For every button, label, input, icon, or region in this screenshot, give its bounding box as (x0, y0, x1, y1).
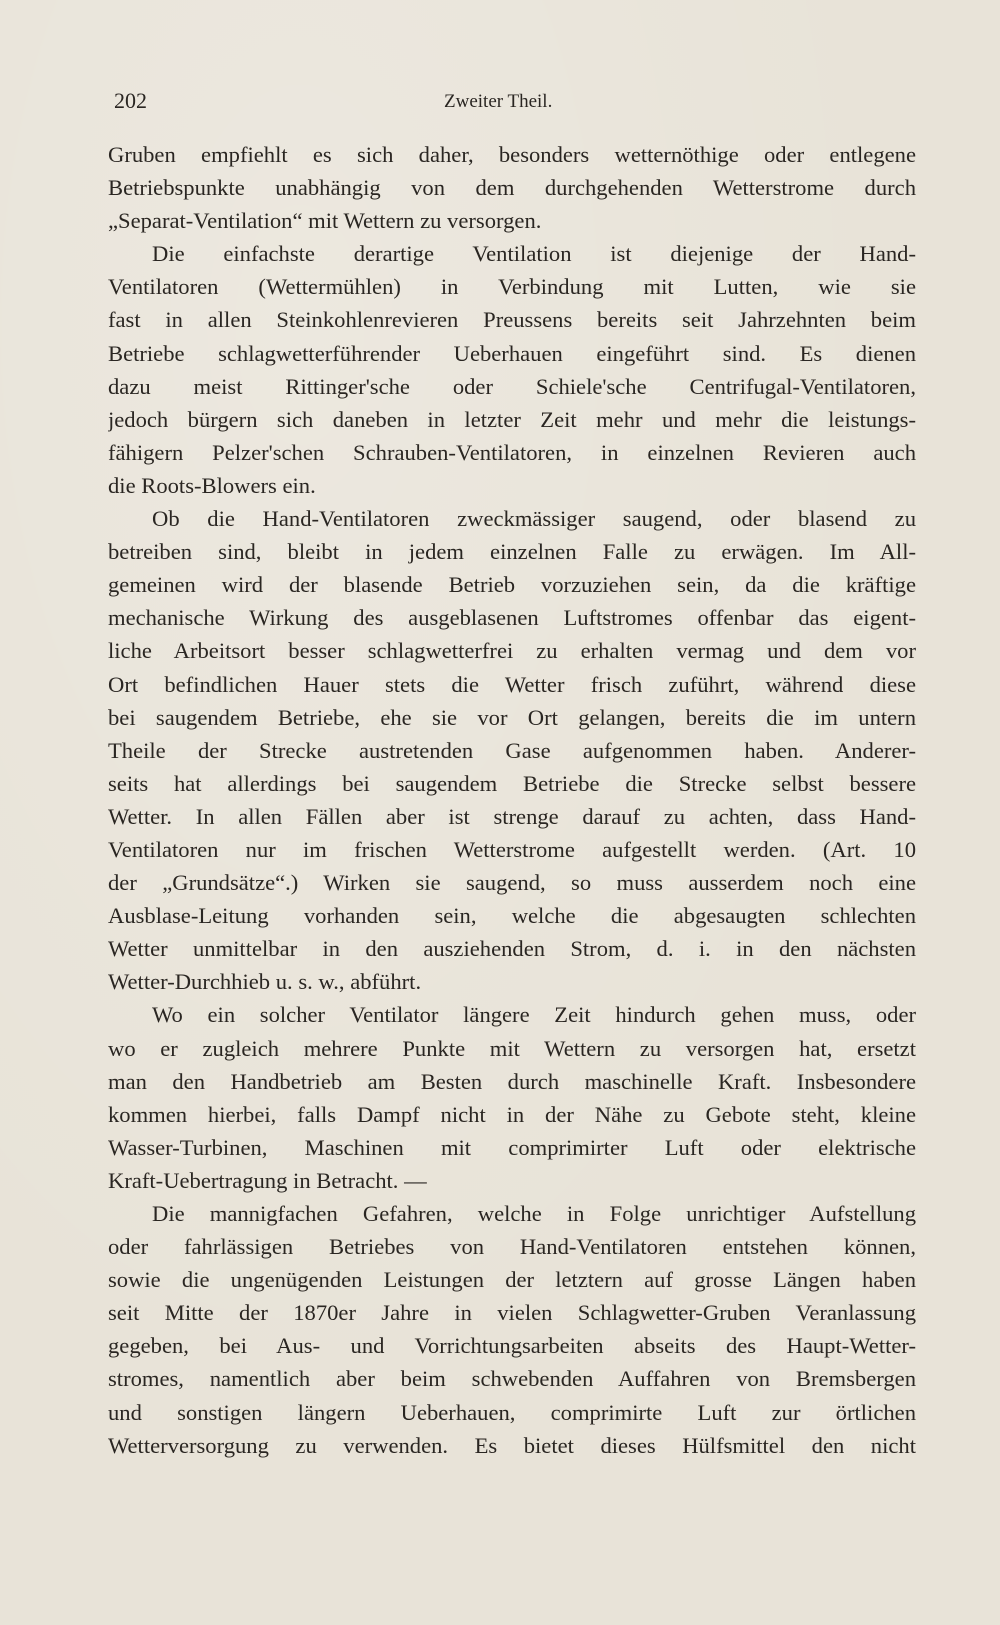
text-line: der „Grundsätze“.) Wirken sie saugend, so muss ausserdem noch eine (108, 870, 916, 896)
text-line: man den Handbetrieb am Besten durch maschinelle Kraft. Insbesondere (108, 1068, 916, 1094)
text-line: Ausblase-Leitung vorhanden sein, welche die abgesaugten schlechten (108, 903, 916, 929)
text-line: seit Mitte der 1870er Jahre in vielen Schlagwetter-Gruben Veranlassung (108, 1300, 916, 1326)
text-line: Ventilatoren (Wettermühlen) in Verbindung mit Lutten, wie sie (108, 274, 916, 300)
text-line: betreiben sind, bleibt in jedem einzelnen Falle zu erwägen. Im All- (108, 539, 916, 565)
body-text (108, 138, 916, 1462)
text-line: fähigern Pelzer'schen Schrauben-Ventilatoren, in einzelnen Revieren auch (108, 439, 916, 465)
text-line: Die einfachste derartige Ventilation ist diejenige der Hand- (152, 241, 916, 267)
text-line: Wetter unmittelbar in den ausziehenden Strom, d. i. in den nächsten (108, 936, 916, 962)
text-line: Theile der Strecke austretenden Gase aufgenommen haben. Anderer- (108, 737, 916, 763)
text-line: Ort befindlichen Hauer stets die Wetter frisch zuführt, während diese (108, 671, 916, 697)
text-line: kommen hierbei, falls Dampf nicht in der Nähe zu Gebote steht, kleine (108, 1101, 916, 1127)
text-line: gegeben, bei Aus- und Vorrichtungsarbeiten abseits des Haupt-Wetter- (108, 1333, 916, 1359)
text-line: dazu meist Rittinger'sche oder Schiele'sche Centrifugal-Ventilatoren, (108, 373, 916, 399)
text-line: fast in allen Steinkohlenrevieren Preussens bereits seit Jahrzehnten beim (108, 307, 916, 333)
text-line: Betriebspunkte unabhängig von dem durchgehenden Wetterstrome durch (108, 175, 916, 201)
text-line: sowie die ungenügenden Leistungen der letztern auf grosse Längen haben (108, 1267, 916, 1293)
running-head: Zweiter Theil. (444, 91, 553, 112)
text-line: Die mannigfachen Gefahren, welche in Folge unrichtiger Aufstellung (152, 1201, 916, 1226)
text-line: stromes, namentlich aber beim schwebenden Auffahren von Bremsbergen (108, 1366, 916, 1392)
text-line: Betriebe schlagwetterführender Ueberhauen eingeführt sind. Es dienen (108, 340, 916, 366)
text-line: Wetter. In allen Fällen aber ist strenge darauf zu achten, dass Hand- (108, 803, 916, 829)
page-header (114, 88, 920, 118)
text-line: „Separat-Ventilation“ mit Wettern zu versorgen. (108, 208, 542, 234)
text-line: und sonstigen längern Ueberhauen, comprimirte Luft zur örtlichen (108, 1399, 916, 1425)
text-line: wo er zugleich mehrere Punkte mit Wettern zu versorgen hat, ersetzt (108, 1035, 916, 1061)
text-line: Wetter-Durchhieb u. s. w., abführt. (108, 969, 422, 995)
text-line: Kraft-Uebertragung in Betracht. — (108, 1167, 427, 1193)
text-line: Wetterversorgung zu verwenden. Es bietet dieses Hülfsmittel den nicht (108, 1432, 916, 1458)
text-line: jedoch bürgern sich daneben in letzter Zeit mehr und mehr die leistungs- (108, 406, 916, 432)
text-line: bei saugendem Betriebe, ehe sie vor Ort gelangen, bereits die im untern (108, 704, 916, 730)
text-line: seits hat allerdings bei saugendem Betriebe die Strecke selbst bessere (108, 770, 916, 796)
text-line: Ventilatoren nur im frischen Wetterstrome aufgestellt werden. (Art. 10 (108, 836, 916, 862)
text-line: die Roots-Blowers ein. (108, 472, 316, 498)
text-line: oder fahrlässigen Betriebes von Hand-Ventilatoren entstehen können, (108, 1234, 916, 1260)
page-number: 202 (114, 88, 147, 113)
text-line: liche Arbeitsort besser schlagwetterfrei zu erhalten vermag und dem vor (108, 638, 916, 664)
text-line: Wasser-Turbinen, Maschinen mit comprimirter Luft oder elektrische (108, 1134, 916, 1160)
text-line: mechanische Wirkung des ausgeblasenen Luftstromes offenbar das eigent- (108, 605, 916, 631)
text-line: Gruben empfiehlt es sich daher, besonders wetternöthige oder entlegene (108, 142, 916, 167)
text-line: Wo ein solcher Ventilator längere Zeit hindurch gehen muss, oder (152, 1002, 916, 1028)
text-line: gemeinen wird der blasende Betrieb vorzuziehen sein, da die kräftige (108, 572, 916, 598)
text-line: Ob die Hand-Ventilatoren zweckmässiger saugend, oder blasend zu (152, 506, 916, 532)
